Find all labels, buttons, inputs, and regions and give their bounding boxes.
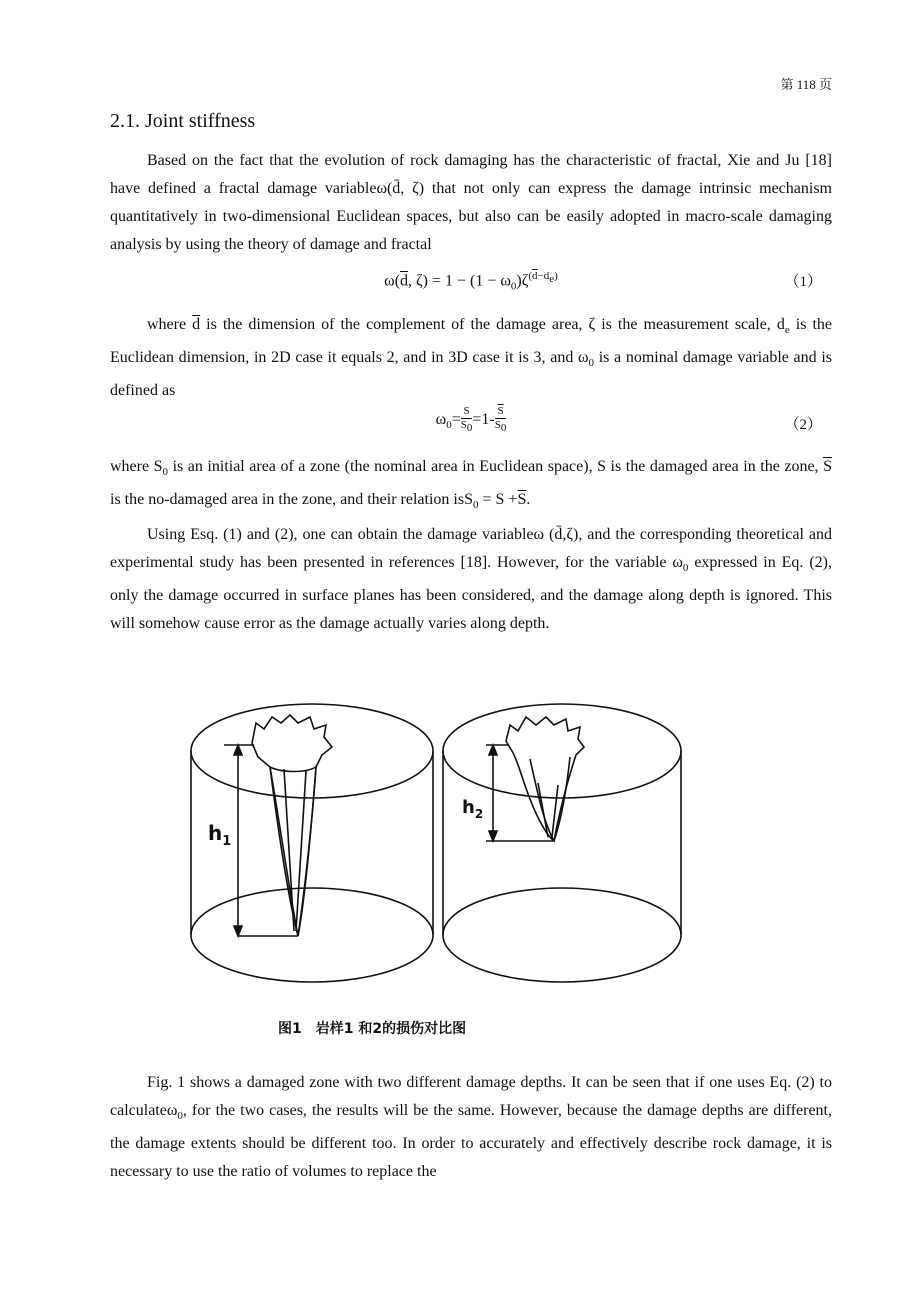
damage-zone-diagram	[186, 695, 686, 995]
cylinder-1-top	[191, 704, 433, 798]
paragraph-definitions: where $\overline{d}$ is the dimension of the complement of the damage area, ζ is the measurement scale, $d_e$ is the Euclidean dimension, in 2D case it equals 2, and in 3D case it is 3, and $\omega_0$ is a nominal damage variable and is defined as	[110, 316, 833, 400]
figure-damage-comparison	[186, 695, 686, 1000]
page-number: 第 118 页	[780, 77, 832, 92]
equation-1-number: （1）	[784, 274, 822, 290]
paragraph-area-definitions: where $S_0$ is an initial area of a zone (the nominal area in Euclidean space), S is the damaged area in the zone, $\overline{S}$ is the no-damaged area in the zone, and their relation $isS_0 = S +\overline{S}$.	[110, 458, 832, 512]
figure-caption: 图1 岩样1 和2的损伤对比图	[278, 1021, 467, 1037]
h2-label: $h_2$	[462, 797, 484, 821]
h1-label: $h_1$	[208, 821, 232, 849]
paragraph-limitation: Using Esq. (1) and (2), one can obtain the damage variableω (d̄,ζ), and the corresponding theoretical and experimental study has been presented in references [18]. However, for the variable $\omega_0$ expressed in Eq. (2), only the damage occurred in surface planes has been considered, and the damage along depth is ignored. This will somehow cause error as the damage actually varies along depth.	[110, 526, 832, 633]
paragraph-intro: Based on the fact that the evolution of rock damaging has the characteristic of fractal, Xie and Ju [18] have defined a fractal damage variableω(d̄, ζ) that not only can express the damage intrinsic mechanism quantitatively in two-dimensional Euclidean spaces, but also can be easily adopted in macro-scale damaging analysis by using the theory of damage and fractal	[110, 152, 832, 253]
cylinder-2-top	[443, 704, 681, 798]
paragraph-figure-discussion: Fig. 1 shows a damaged zone with two different damage depths. It can be seen that if one uses Eq. (2) to calculateω$_0$, for the two cases, the results will be the same. However, because the damage depths are different, the damage extents should be different too. In order to accurately and effectively describe rock damage, it is necessary to use the ratio of volumes to replace the	[110, 1074, 832, 1181]
equation-2-number: （2）	[784, 417, 822, 433]
cylinder-1-bottom	[191, 888, 433, 982]
section-title: 2.1. Joint stiffness	[110, 110, 256, 132]
cylinder-2-bottom	[443, 888, 681, 982]
